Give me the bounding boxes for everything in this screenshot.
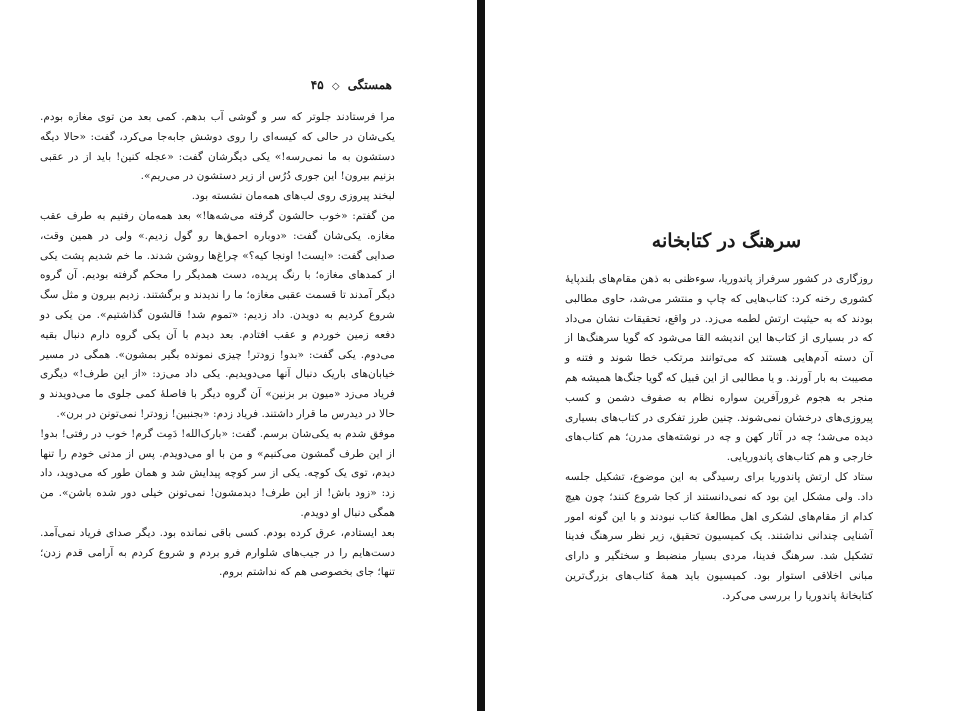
- paragraph: مرا فرستادند جلوتر که سر و گوشی آب بدهم. کمی بعد من توی مغازه بودم. یکی‌شان در حالی که کیسه‌ای را روی دوشش جا‌به‌جا می‌کرد، گفت: «حالا دیگه دستشون به ما نمی‌رسه!» یکی دیگرشان گفت: «عجله کنین! باید از در عقبی بزنیم بیرون! این جوری دُرُس از زیر دستشون در می‌ریم».: [40, 111, 395, 183]
- paragraph: ستاد کل ارتش پاندوریا برای رسیدگی به این موضوع، تشکیل جلسه داد. ولی مشکل این بود که نمی‌دانستند از کجا شروع کنند؛ چون هیچ کدام از مقام‌های لشکری اهل مطالعهٔ کتاب نبودند و با این گونه امور آشنایی چندانی نداشتند. یک کمیسیون تحقیق، زیر نظر سرهنگ فدینا تشکیل شد. سرهنگ فدینا، مردی بسیار منضبط و سختگیر و دارای مبانی اخلاقی استوار بود. کمیسیون باید همهٔ کتاب‌های بزرگ‌ترین کتابخانهٔ پاندوریا را بررسی می‌کرد.: [565, 470, 873, 602]
- right-page: [485, 0, 968, 711]
- paragraph: روزگاری در کشور سرفراز پاندوریا، سوء‌ظنی به ذهن مقام‌های بلندپایهٔ کشوری رخنه کرد: کتاب‌هایی که چاپ و منتشر می‌شد، حاوی مطالبی بودند که به حیثیت ارتش لطمه می‌زد. در واقع، تحقیقات نشان می‌داد که در بسیاری از کتاب‌ها این اندیشه القا می‌شود که گویا سرهنگ‌ها از آن دسته آدم‌هایی هستند که می‌توانند مرتکب خطا شوند و فتنه و مصیبت به بار آورند. و یا مطالبی از این قبیل که گویا جنگ‌ها همیشه هم منجر به هجوم غرورآفرین سواره نظام به صفوف دشمن و کسب پیروزی‌های درخشان نمی‌شوند. چنین طرز تفکری در کتاب‌های بسیاری دیده می‌شد؛ چه در آثار کهن و چه در نوشته‌های مدرن؛ هم کتاب‌های خارجی و هم کتاب‌های پاندوریایی.: [565, 273, 873, 464]
- paragraph: من گفتم: «خوب حالشون گرفته می‌شه‌ها!» بعد همه‌مان رفتیم به طرف عقب مغازه. یکی‌شان گفت: «دوباره احمق‌ها رو گول زدیم.» ولی در همین وقت، صدایی گفت: «ایست! اونجا کیه؟» چراغ‌ها روشن شدند. ما خم شدیم پشت یکی از کمدهای مغازه؛ با رنگ پریده، دست همدیگر را محکم گرفته بودیم. آن گروه دیگر آمدند تا قسمت عقبی مغازه؛ ما را ندیدند و برگشتند. زدیم بیرون و مثل سگ شروع کردیم به دویدن. داد زدیم: «تموم شد! قالشون گذاشتیم». من یکی دو دفعه زمین خوردم و عقب افتادم. بعد دیدم با آن یکی گروه دارم دنبال بقیه می‌دوم. یکی گفت: «بدو! زودتر! چیزی نمونده بگیر بمشون». همگی در مسیر خیابان‌های باریک دنبال آنها می‌دویدیم. یکی داد می‌زد: «از این طرف!» دیگری فریاد می‌زد «میون بر بزنین» آن گروه دیگر با فاصلهٔ کمی جلوی ما می‌دویدند و حالا در دیدرس ما قرار داشتند. فریاد زدم: «بجنبین! زودتر! نمی‌تونن در برن».: [40, 209, 395, 420]
- running-head: [40, 78, 392, 92]
- paragraph: بعد ایستادم، عرق کرده بودم. کسی باقی نمانده بود. دیگر صدای فریاد نمی‌آمد. دست‌هایم را در جیب‌های شلوارم فرو بردم و شروع کردم به آرامی قدم زدن؛ تنها؛ جای بخصوصی هم که نداشتم بروم.: [40, 526, 395, 579]
- paragraph: لبخند پیروزی روی لب‌های همه‌مان نشسته بود.: [191, 190, 395, 203]
- right-body-text: [565, 270, 873, 607]
- running-head-title: همستگی: [347, 78, 392, 92]
- left-body-text: [40, 108, 395, 583]
- paragraph: موفق شدم به یکی‌شان برسم. گفت: «بارک‌الله! دَمِت گرم! خوب در رفتی! بدو! از این طرف گمشون می‌کنیم» و من با او می‌دویدم. پس از مدتی خودم را تنها دیدم، توی یک کوچه. یکی از سر کوچه پیدایش شد و همان طور که می‌دوید، داد زد: «زود باش! از این طرف! دیدمشون! نمی‌تونن خیلی دور شده باشن». من همگی دنبال او دویدم.: [40, 427, 395, 519]
- left-page: [0, 0, 477, 711]
- chapter-title: سرهنگ در کتابخانه: [651, 230, 802, 252]
- diamond-icon: ◇: [331, 81, 340, 92]
- page-number: ۴۵: [310, 78, 324, 92]
- book-gutter: [477, 0, 485, 711]
